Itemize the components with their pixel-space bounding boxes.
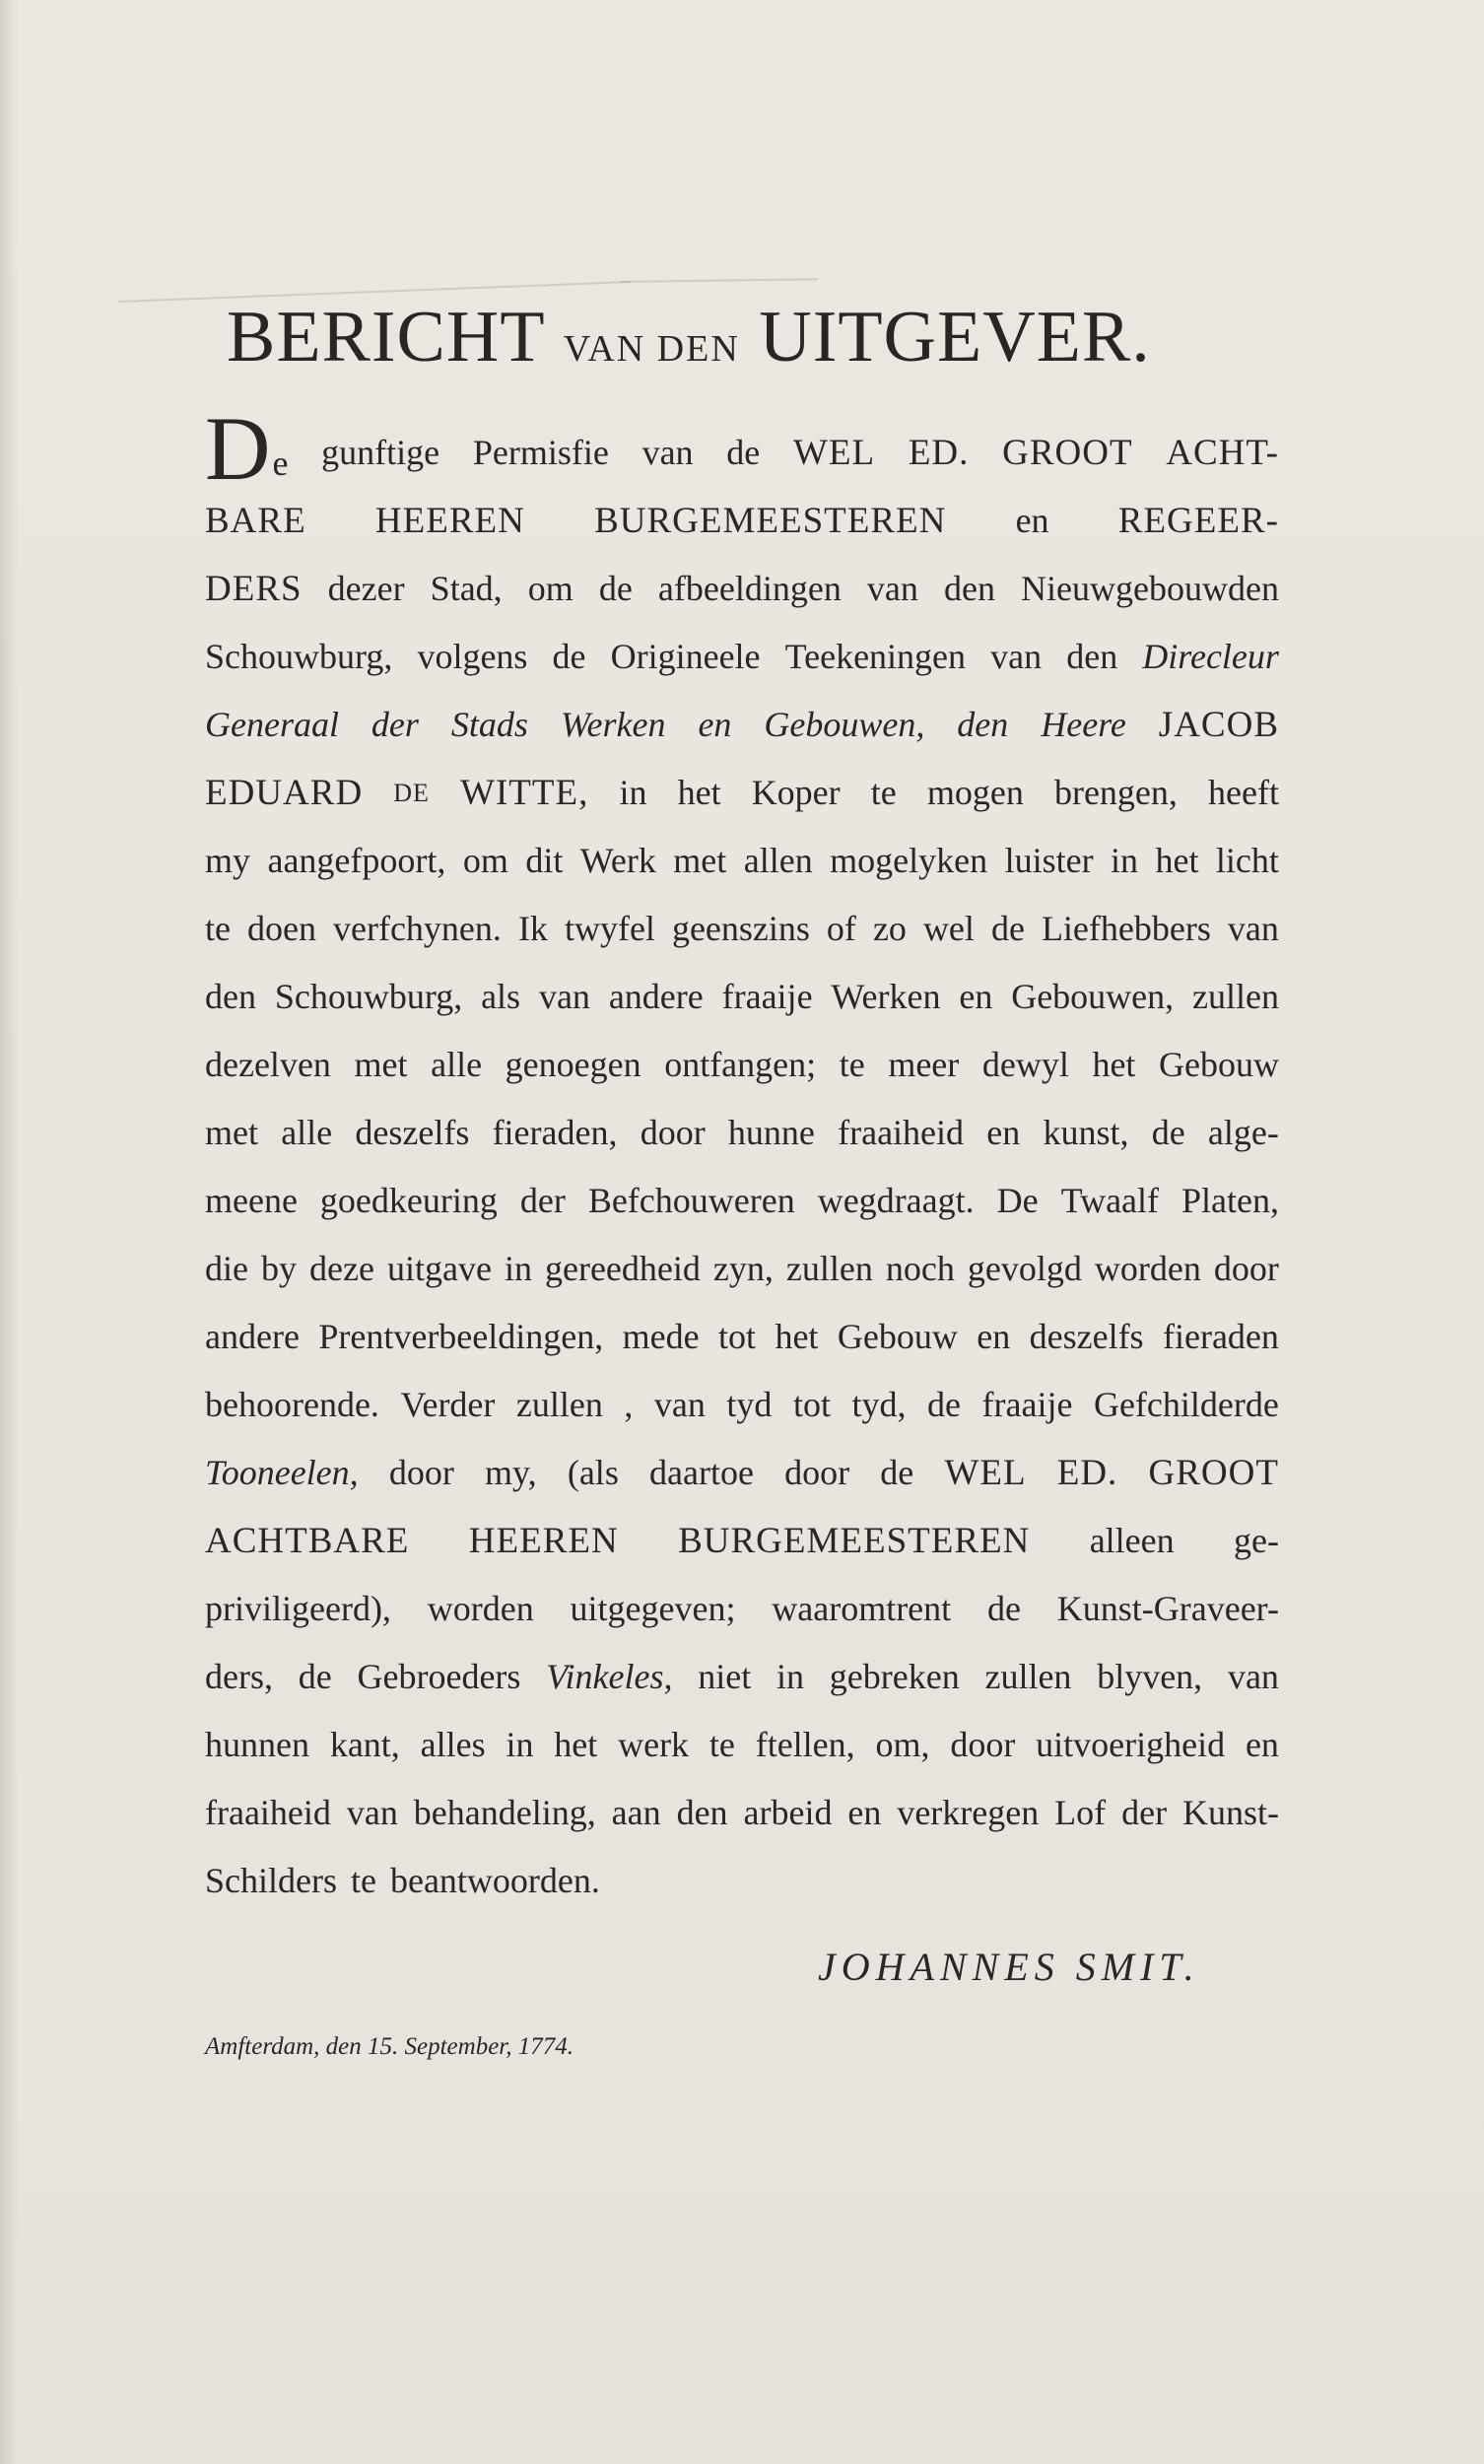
word: of xyxy=(826,909,856,948)
text-line xyxy=(205,1575,1279,1643)
word: Origineele xyxy=(610,637,761,676)
text-line xyxy=(205,1303,1279,1371)
word: de xyxy=(986,1589,1021,1628)
word: hunnen xyxy=(205,1725,309,1764)
word: den xyxy=(957,705,1009,744)
title-part-uitgever: UITGEVER. xyxy=(759,297,1151,377)
notice-body xyxy=(205,398,1279,1915)
word: zullen xyxy=(785,1249,873,1288)
word: heeft xyxy=(1208,773,1279,812)
word: goedkeuring xyxy=(319,1181,498,1220)
word: door xyxy=(950,1725,1016,1764)
word: de xyxy=(1151,1113,1185,1152)
word: en xyxy=(986,1113,1021,1152)
word: Platen, xyxy=(1181,1181,1279,1220)
word: tyd xyxy=(726,1385,773,1424)
word: kant, xyxy=(329,1725,400,1764)
word: gereedheid xyxy=(544,1249,701,1288)
word: brengen, xyxy=(1053,773,1178,812)
word: door xyxy=(640,1113,706,1152)
word: blyven, xyxy=(1097,1657,1203,1696)
word: Prentverbeeldingen, xyxy=(318,1317,604,1356)
word: tot xyxy=(718,1317,757,1356)
word: my, xyxy=(485,1453,537,1492)
drop-cap-letter: D xyxy=(205,398,271,499)
word: priviligeerd), xyxy=(205,1589,391,1628)
word: Kunst- xyxy=(1182,1793,1279,1832)
word: gebreken xyxy=(829,1657,960,1696)
word: Kunst-Graveer- xyxy=(1056,1589,1279,1628)
word: aangefpoort, xyxy=(267,841,446,880)
word: (als xyxy=(567,1453,619,1492)
word: alle xyxy=(281,1113,333,1152)
word: HEEREN xyxy=(468,1521,619,1561)
word: Lof xyxy=(1054,1793,1107,1832)
word: BURGEMEESTEREN xyxy=(678,1521,1031,1561)
word: Heere xyxy=(1041,705,1126,744)
word: en xyxy=(1245,1725,1279,1764)
word: mogelyken xyxy=(830,841,988,880)
text-line xyxy=(205,827,1279,895)
word: den xyxy=(205,977,256,1016)
word: volgens xyxy=(417,637,528,676)
word: alge- xyxy=(1207,1113,1279,1152)
word: den xyxy=(1066,637,1118,676)
word: ED. xyxy=(908,433,970,473)
word: fieraden xyxy=(1162,1317,1279,1356)
word: HEEREN xyxy=(374,501,525,541)
text-line xyxy=(205,1643,1279,1711)
word: Liefhebbers xyxy=(1041,909,1211,948)
word: door xyxy=(1213,1249,1279,1288)
word: Befchouweren xyxy=(587,1181,795,1220)
word: ders, xyxy=(205,1657,273,1696)
word: ontfangen; xyxy=(664,1045,817,1084)
word: van xyxy=(641,433,694,472)
word: om, xyxy=(875,1725,930,1764)
word: Gefchilderde xyxy=(1093,1385,1279,1424)
word: te xyxy=(839,1045,865,1084)
word: alles xyxy=(420,1725,486,1764)
word: DE xyxy=(393,779,430,807)
text-line xyxy=(205,1847,1279,1915)
word: in xyxy=(1111,841,1139,880)
word: de xyxy=(298,1657,332,1696)
word: fieraden, xyxy=(492,1113,618,1152)
word: meer xyxy=(888,1045,960,1084)
word: Gebouwen, xyxy=(1011,977,1175,1016)
word: en xyxy=(698,705,732,744)
text-line xyxy=(205,1031,1279,1099)
word: het xyxy=(1155,841,1199,880)
word: behandeling, xyxy=(413,1793,596,1832)
word: die xyxy=(205,1249,248,1288)
word: , xyxy=(624,1385,634,1424)
word: zullen xyxy=(515,1385,603,1424)
word: uitgave xyxy=(386,1249,492,1288)
text-line xyxy=(205,555,1279,623)
word: waaromtrent xyxy=(772,1589,952,1628)
word: daartoe xyxy=(649,1453,754,1492)
word: WITTE, xyxy=(460,773,589,813)
word: Twaalf xyxy=(1060,1181,1160,1220)
word: aan xyxy=(611,1793,661,1832)
word: Gebouw xyxy=(1159,1045,1279,1084)
word: door xyxy=(784,1453,850,1492)
word: GROOT xyxy=(1002,433,1133,473)
word: niet xyxy=(698,1657,752,1696)
word: in xyxy=(506,1725,534,1764)
word: der xyxy=(371,705,419,744)
word: Vinkeles, xyxy=(546,1657,673,1696)
word: noch xyxy=(885,1249,955,1288)
word: Verder xyxy=(400,1385,496,1424)
word: zullen xyxy=(1192,977,1279,1016)
signature: JOHANNES SMIT. xyxy=(818,1945,1200,1989)
word: van xyxy=(990,637,1043,676)
word: Nieuwgebouwden xyxy=(1021,569,1279,608)
text-line xyxy=(205,487,1279,555)
word: Generaal xyxy=(205,705,339,744)
word: ACHT- xyxy=(1166,433,1279,473)
word: BARE xyxy=(205,501,306,541)
dateline: Amfterdam, den 15. September, 1774. xyxy=(205,2033,574,2060)
text-line xyxy=(205,691,1279,759)
word: deszelfs xyxy=(1029,1317,1144,1356)
word: EDUARD xyxy=(205,773,364,813)
word: REGEER- xyxy=(1117,501,1279,541)
word: dezelven xyxy=(205,1045,331,1084)
word: wel xyxy=(922,909,975,948)
word: Permisfie xyxy=(472,433,609,472)
word: genoegen xyxy=(505,1045,641,1084)
title-part-van-den: VAN DEN xyxy=(563,328,740,370)
word: ftellen, xyxy=(755,1725,855,1764)
word: De xyxy=(996,1181,1039,1220)
word: deszelfs xyxy=(355,1113,470,1152)
word: van xyxy=(866,569,918,608)
word: fraaije xyxy=(721,977,813,1016)
text-line xyxy=(205,1711,1279,1779)
text-line xyxy=(205,1371,1279,1439)
word: den xyxy=(676,1793,728,1832)
document-title xyxy=(227,296,1311,379)
text-line xyxy=(205,759,1279,827)
word: te xyxy=(708,1725,735,1764)
word: de xyxy=(880,1453,914,1492)
word: in xyxy=(776,1657,804,1696)
word: van xyxy=(538,977,590,1016)
word: Gebroeders xyxy=(357,1657,521,1696)
word: Stads xyxy=(450,705,528,744)
word: uitgegeven; xyxy=(570,1589,736,1628)
word: in xyxy=(619,773,647,812)
word: Werk xyxy=(579,841,656,880)
word: door xyxy=(388,1453,454,1492)
word: andere xyxy=(205,1317,300,1356)
title-part-bericht: BERICHT xyxy=(227,297,545,377)
text-line xyxy=(205,963,1279,1031)
word: by xyxy=(261,1249,297,1288)
word: licht xyxy=(1215,841,1279,880)
word: kunst, xyxy=(1043,1113,1129,1152)
word: van xyxy=(1227,909,1279,948)
word: van xyxy=(1227,1657,1279,1696)
word: met xyxy=(354,1045,408,1084)
word: gunftige xyxy=(321,433,440,472)
word: van xyxy=(653,1385,706,1424)
word: het xyxy=(677,773,721,812)
word: en xyxy=(847,1793,882,1832)
word: verkregen xyxy=(897,1793,1040,1832)
word: den xyxy=(943,569,995,608)
word: zo xyxy=(872,909,907,948)
word: het xyxy=(775,1317,819,1356)
word: tyd, xyxy=(851,1385,907,1424)
word: alle xyxy=(431,1045,483,1084)
text-line xyxy=(205,1439,1279,1507)
word: fraaije xyxy=(981,1385,1073,1424)
drop-cap-word xyxy=(205,398,289,499)
word: meene xyxy=(205,1181,298,1220)
word: worden xyxy=(427,1589,534,1628)
word: Werken xyxy=(831,977,941,1016)
word: en xyxy=(977,1317,1011,1356)
word: mede xyxy=(622,1317,700,1356)
word: Gebouw xyxy=(837,1317,958,1356)
word: om xyxy=(462,841,508,880)
word: Stad, xyxy=(430,569,503,608)
word: ED. xyxy=(1056,1453,1118,1493)
word: Tooneelen, xyxy=(205,1453,359,1492)
word: te xyxy=(350,1861,376,1900)
word: uitvoerigheid xyxy=(1036,1725,1226,1764)
word: WEL xyxy=(792,433,876,473)
word: als xyxy=(481,977,521,1016)
word: GROOT xyxy=(1148,1453,1279,1493)
word: zullen xyxy=(984,1657,1072,1696)
word: Direcleur xyxy=(1142,637,1279,676)
word: luister xyxy=(1004,841,1094,880)
word: zyn, xyxy=(712,1249,774,1288)
word: arbeid xyxy=(743,1793,833,1832)
word: geenszins xyxy=(671,909,810,948)
word: mogen xyxy=(926,773,1024,812)
word: WEL xyxy=(944,1453,1027,1493)
paper-crease xyxy=(621,278,818,283)
word: worden xyxy=(1094,1249,1201,1288)
word: Gebouwen, xyxy=(764,705,925,744)
word: Ik xyxy=(517,909,548,948)
word: twyfel xyxy=(564,909,655,948)
word: gevolgd xyxy=(967,1249,1082,1288)
word: de xyxy=(726,433,761,472)
word: en xyxy=(959,977,993,1016)
word: DERS xyxy=(205,569,303,609)
word: met xyxy=(673,841,727,880)
text-line xyxy=(205,1235,1279,1303)
word: alleen xyxy=(1089,1521,1175,1560)
word: my xyxy=(205,841,251,880)
word: verfchynen. xyxy=(333,909,502,948)
word: der xyxy=(1121,1793,1168,1832)
word: Teekeningen xyxy=(784,637,967,676)
word: BURGEMEESTEREN xyxy=(594,501,947,541)
word: wegdraagt. xyxy=(817,1181,975,1220)
word: dewyl xyxy=(981,1045,1069,1084)
word: beantwoorden. xyxy=(389,1861,600,1900)
word: afbeeldingen xyxy=(657,569,842,608)
word: dit xyxy=(525,841,564,880)
word: in xyxy=(504,1249,532,1288)
word: Werken xyxy=(560,705,666,744)
text-line xyxy=(205,623,1279,691)
word: met xyxy=(205,1113,258,1152)
drop-cap-rest: e xyxy=(272,444,289,483)
word: doen xyxy=(247,909,316,948)
word: Schouwburg, xyxy=(274,977,463,1016)
word: hunne xyxy=(727,1113,815,1152)
word: fraaiheid xyxy=(838,1113,965,1152)
word: der xyxy=(519,1181,566,1220)
word: allen xyxy=(743,841,813,880)
text-line xyxy=(205,1099,1279,1167)
word: fraaiheid xyxy=(205,1793,331,1832)
word: dezer xyxy=(327,569,405,608)
word: om xyxy=(527,569,573,608)
word: JACOB xyxy=(1158,705,1279,745)
text-line xyxy=(205,398,1279,499)
word: het xyxy=(1092,1045,1136,1084)
text-line xyxy=(205,1167,1279,1235)
text-line xyxy=(205,1507,1279,1575)
word: deze xyxy=(309,1249,374,1288)
word: de xyxy=(552,637,586,676)
word: werk xyxy=(618,1725,690,1764)
word: ACHTBARE xyxy=(205,1521,410,1561)
word: te xyxy=(205,909,231,948)
word: Schouwburg, xyxy=(205,637,393,676)
word: andere xyxy=(608,977,704,1016)
text-line xyxy=(205,895,1279,963)
word: de xyxy=(598,569,633,608)
word: Koper xyxy=(751,773,841,812)
word: de xyxy=(990,909,1025,948)
paper-edge-shadow xyxy=(0,0,18,2464)
word: ge- xyxy=(1234,1521,1279,1560)
word: van xyxy=(346,1793,398,1832)
word: de xyxy=(927,1385,961,1424)
text-line xyxy=(205,1779,1279,1847)
word: het xyxy=(554,1725,598,1764)
word: tot xyxy=(792,1385,831,1424)
word: te xyxy=(870,773,897,812)
word: Schilders xyxy=(205,1861,337,1900)
word: en xyxy=(1015,501,1049,540)
word: behoorende. xyxy=(205,1385,379,1424)
